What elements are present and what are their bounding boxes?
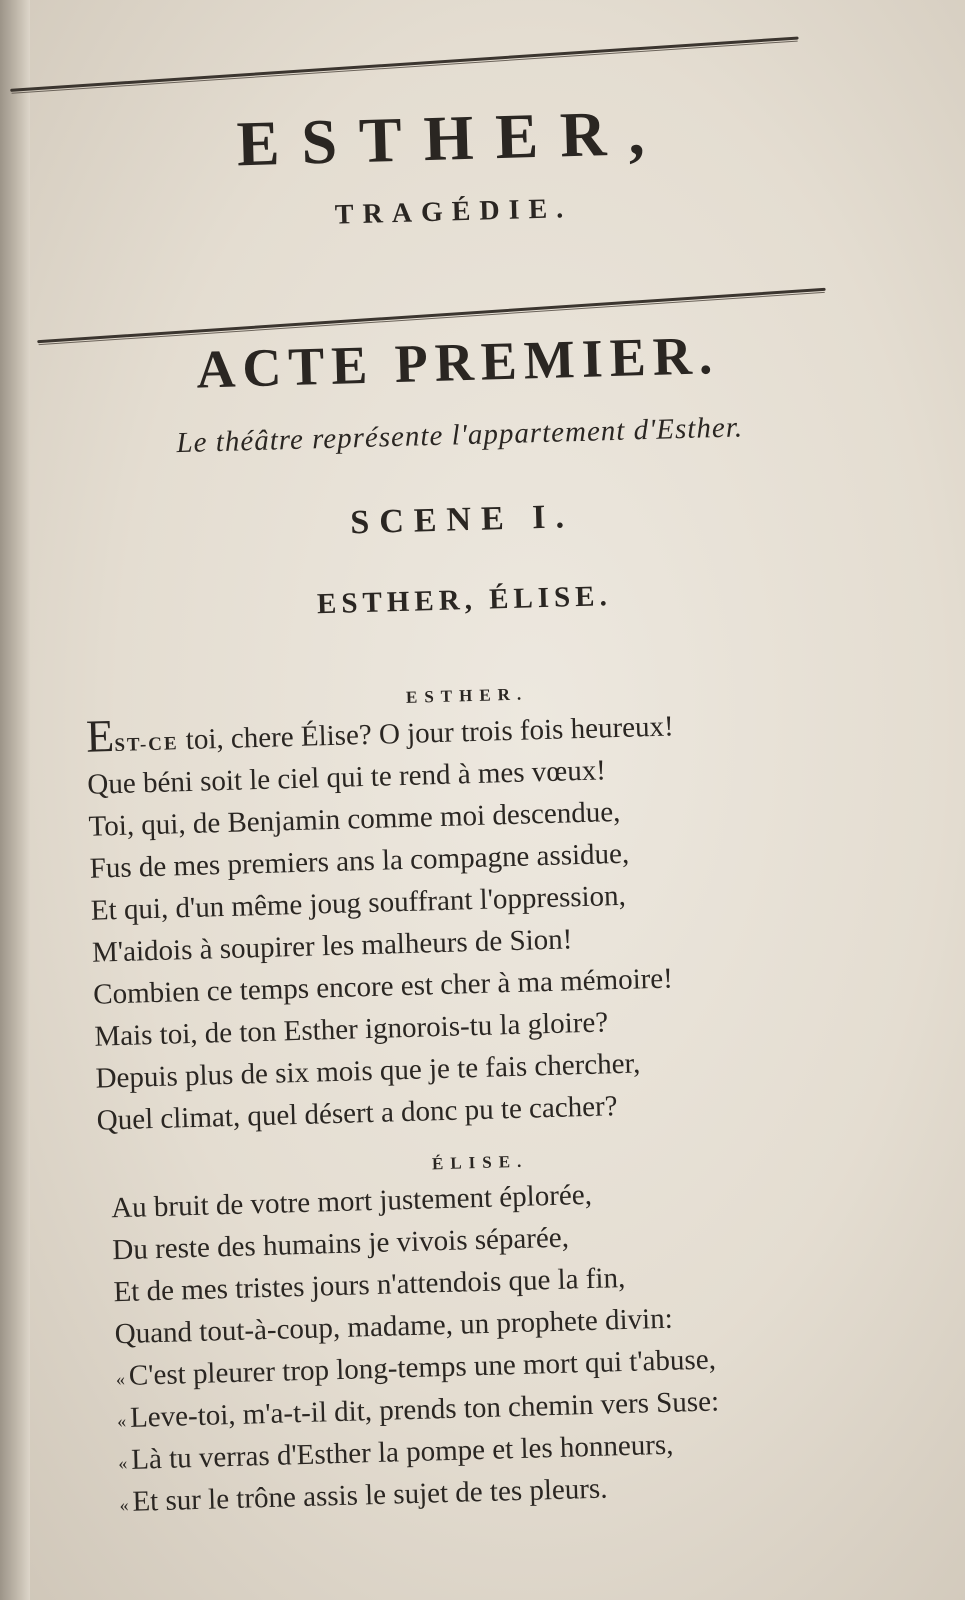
verse-line: Toi, qui, de Benjamin comme moi descendue,	[88, 795, 621, 843]
drop-cap: E	[85, 710, 115, 762]
scene-characters: ESTHER, ÉLISE.	[316, 580, 613, 621]
speaker-name: ESTHER.	[405, 684, 529, 707]
header-rule	[10, 36, 798, 91]
verse-line: Fus de mes premiers ans la compagne assidue,	[89, 837, 630, 885]
verse-line: Quand tout-à-coup, madame, un prophete divin:	[114, 1302, 674, 1351]
speaker-name: ÉLISE.	[431, 1151, 529, 1174]
verse-text: Là tu verras d'Esther la pompe et les honneurs,	[130, 1428, 674, 1476]
verse-text: toi, chere Élise? O jour trois fois heureux!	[178, 710, 675, 757]
quote-mark: «	[119, 1494, 129, 1516]
verse-line: Au bruit de votre mort justement éplorée,	[110, 1178, 593, 1225]
quote-mark: «	[118, 1452, 128, 1474]
quote-mark: «	[115, 1368, 126, 1390]
small-caps-text: ST-CE	[114, 733, 179, 757]
stage-direction: Le théâtre représente l'appartement d'Esther.	[176, 411, 744, 460]
play-subtitle: TRAGÉDIE.	[334, 193, 573, 231]
verse-line: Et qui, d'un même joug souffrant l'oppression,	[90, 879, 627, 927]
speech-esther	[86, 697, 965, 1142]
verse-line: Et de mes tristes jours n'attendois que la fin,	[113, 1261, 626, 1309]
act-title: ACTE PREMIER.	[195, 324, 721, 400]
scene-title: SCENE I.	[349, 498, 575, 542]
verse-line: Quel climat, quel désert a donc pu te cacher?	[96, 1090, 618, 1137]
verse-line: Du reste des humains je vivois séparée,	[111, 1221, 570, 1267]
verse-text: Et sur le trône assis le sujet de tes pleurs.	[132, 1472, 608, 1518]
verse-text: C'est pleurer trop long-temps une mort qui t'abuse,	[128, 1343, 717, 1392]
play-title: ESTHER,	[235, 96, 668, 180]
verse-line: Mais toi, de ton Esther ignorois-tu la gloire?	[94, 1006, 609, 1053]
verse-line: Combien ce temps encore est cher à ma mémoire!	[92, 962, 674, 1011]
verse-line: M'aidois à soupirer les malheurs de Sion!	[91, 923, 573, 969]
verse-line: Depuis plus de six mois que je te fais chercher,	[95, 1047, 641, 1095]
verse-text: Leve-toi, m'a-t-il dit, prends ton chemin vers Suse:	[129, 1385, 720, 1434]
page-text-block	[18, 0, 962, 1600]
quote-mark: «	[116, 1410, 127, 1432]
verse-line: Que béni soit le ciel qui te rend à mes vœux!	[86, 754, 607, 801]
speech-elise	[111, 1162, 965, 1523]
